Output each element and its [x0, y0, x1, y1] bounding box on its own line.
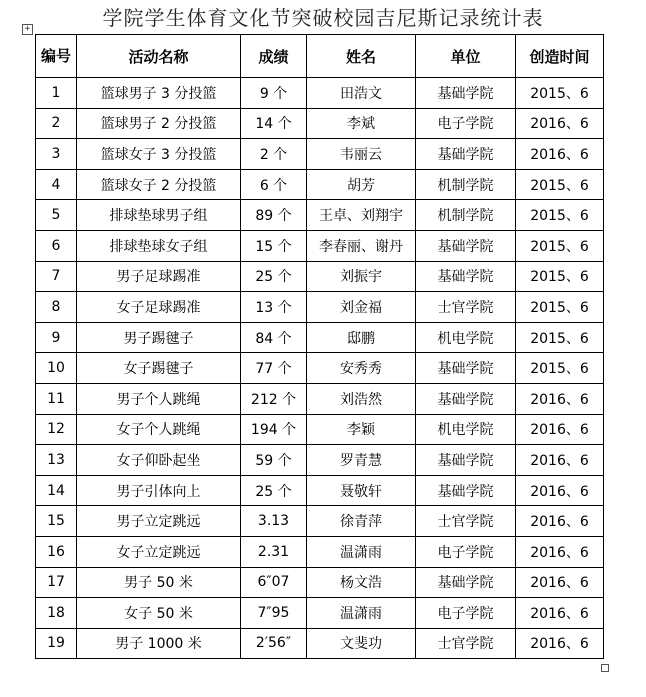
cell-num: 1: [36, 78, 77, 109]
cell-num: 4: [36, 169, 77, 200]
cell-name: 邸鹏: [307, 322, 416, 353]
records-table: [35, 34, 604, 659]
cell-name: 田浩文: [307, 78, 416, 109]
table-row: [36, 506, 604, 537]
cell-name: 安秀秀: [307, 353, 416, 384]
cell-name: 徐青萍: [307, 506, 416, 537]
cell-num: 10: [36, 353, 77, 384]
cell-time: 2016、6: [516, 108, 604, 139]
cell-num: 9: [36, 322, 77, 353]
cell-unit: 电子学院: [416, 598, 516, 629]
cell-num: 2: [36, 108, 77, 139]
cell-time: 2016、6: [516, 598, 604, 629]
cell-time: 2016、6: [516, 139, 604, 170]
cell-name: 杨文浩: [307, 567, 416, 598]
cell-score: 2′56″: [241, 628, 307, 659]
cell-score: 2.31: [241, 536, 307, 567]
cell-score: 89 个: [241, 200, 307, 231]
cell-time: 2015、6: [516, 322, 604, 353]
cell-activity: 男子引体向上: [77, 475, 241, 506]
cell-time: 2016、6: [516, 475, 604, 506]
cell-time: 2015、6: [516, 169, 604, 200]
cell-activity: 篮球男子 2 分投篮: [77, 108, 241, 139]
table-row: [36, 445, 604, 476]
table-row: [36, 598, 604, 629]
cell-unit: 机制学院: [416, 200, 516, 231]
cell-num: 16: [36, 536, 77, 567]
cell-name: 刘振宇: [307, 261, 416, 292]
cell-name: 文斐功: [307, 628, 416, 659]
cell-unit: 机电学院: [416, 322, 516, 353]
cell-unit: 士官学院: [416, 506, 516, 537]
table-row: [36, 261, 604, 292]
cell-activity: 男子立定跳远: [77, 506, 241, 537]
table-row: [36, 292, 604, 323]
cell-activity: 女子 50 米: [77, 598, 241, 629]
cell-score: 84 个: [241, 322, 307, 353]
cell-time: 2016、6: [516, 445, 604, 476]
cell-activity: 排球垫球男子组: [77, 200, 241, 231]
table-row: [36, 200, 604, 231]
cell-unit: 基础学院: [416, 567, 516, 598]
cell-score: 7″95: [241, 598, 307, 629]
table-row: [36, 536, 604, 567]
cell-name: 刘金福: [307, 292, 416, 323]
table-row: [36, 475, 604, 506]
cell-score: 59 个: [241, 445, 307, 476]
cell-score: 3.13: [241, 506, 307, 537]
cell-score: 77 个: [241, 353, 307, 384]
cell-unit: 基础学院: [416, 475, 516, 506]
cell-activity: 女子足球踢准: [77, 292, 241, 323]
cell-unit: 基础学院: [416, 261, 516, 292]
cell-time: 2015、6: [516, 200, 604, 231]
cell-unit: 基础学院: [416, 230, 516, 261]
cell-num: 7: [36, 261, 77, 292]
cell-score: 15 个: [241, 230, 307, 261]
cell-name: 温潇雨: [307, 536, 416, 567]
cell-unit: 士官学院: [416, 628, 516, 659]
table-row: [36, 414, 604, 445]
header-time: 创造时间: [516, 35, 604, 78]
table-row: [36, 169, 604, 200]
cell-name: 李斌: [307, 108, 416, 139]
cell-activity: 女子仰卧起坐: [77, 445, 241, 476]
table-row: [36, 230, 604, 261]
cell-num: 14: [36, 475, 77, 506]
cell-unit: 基础学院: [416, 78, 516, 109]
table-row: [36, 353, 604, 384]
cell-unit: 机制学院: [416, 169, 516, 200]
cell-activity: 男子 50 米: [77, 567, 241, 598]
cell-unit: 基础学院: [416, 139, 516, 170]
cell-name: 李颖: [307, 414, 416, 445]
cell-num: 15: [36, 506, 77, 537]
header-unit: 单位: [416, 35, 516, 78]
cell-num: 12: [36, 414, 77, 445]
cell-time: 2016、6: [516, 628, 604, 659]
table-row: [36, 322, 604, 353]
cell-name: 胡芳: [307, 169, 416, 200]
cell-time: 2015、6: [516, 78, 604, 109]
cell-activity: 男子 1000 米: [77, 628, 241, 659]
cell-name: 温潇雨: [307, 598, 416, 629]
cell-activity: 女子立定跳远: [77, 536, 241, 567]
cell-activity: 排球垫球女子组: [77, 230, 241, 261]
cell-time: 2015、6: [516, 353, 604, 384]
cell-num: 3: [36, 139, 77, 170]
cell-name: 韦丽云: [307, 139, 416, 170]
cell-unit: 机电学院: [416, 414, 516, 445]
cell-score: 212 个: [241, 383, 307, 414]
cell-time: 2016、6: [516, 414, 604, 445]
table-header-row: [36, 35, 604, 78]
cell-score: 25 个: [241, 261, 307, 292]
cell-activity: 女子踢毽子: [77, 353, 241, 384]
cell-num: 13: [36, 445, 77, 476]
cell-name: 王卓、刘翔宇: [307, 200, 416, 231]
cell-activity: 男子踢毽子: [77, 322, 241, 353]
cell-num: 6: [36, 230, 77, 261]
cell-time: 2015、6: [516, 261, 604, 292]
cell-unit: 基础学院: [416, 353, 516, 384]
header-num: 编号: [36, 35, 77, 78]
cell-activity: 女子个人跳绳: [77, 414, 241, 445]
cell-activity: 篮球女子 3 分投篮: [77, 139, 241, 170]
cell-activity: 篮球女子 2 分投篮: [77, 169, 241, 200]
resize-icon[interactable]: [601, 664, 609, 672]
table-row: [36, 108, 604, 139]
cell-name: 罗青慧: [307, 445, 416, 476]
cell-score: 6 个: [241, 169, 307, 200]
cell-num: 11: [36, 383, 77, 414]
cell-unit: 电子学院: [416, 108, 516, 139]
cell-score: 13 个: [241, 292, 307, 323]
cell-activity: 男子足球踢准: [77, 261, 241, 292]
move-icon[interactable]: +: [22, 24, 33, 35]
cell-unit: 基础学院: [416, 383, 516, 414]
table-row: [36, 78, 604, 109]
cell-num: 18: [36, 598, 77, 629]
cell-score: 6″07: [241, 567, 307, 598]
cell-score: 194 个: [241, 414, 307, 445]
cell-name: 聂敬轩: [307, 475, 416, 506]
cell-time: 2016、6: [516, 506, 604, 537]
table-row: [36, 383, 604, 414]
cell-num: 8: [36, 292, 77, 323]
cell-num: 5: [36, 200, 77, 231]
cell-time: 2016、6: [516, 383, 604, 414]
document-title: 学院学生体育文化节突破校园吉尼斯记录统计表: [102, 6, 544, 30]
header-name: 姓名: [307, 35, 416, 78]
cell-num: 19: [36, 628, 77, 659]
cell-name: 李春丽、谢丹: [307, 230, 416, 261]
cell-time: 2016、6: [516, 567, 604, 598]
cell-num: 17: [36, 567, 77, 598]
cell-score: 2 个: [241, 139, 307, 170]
header-score: 成绩: [241, 35, 307, 78]
cell-activity: 男子个人跳绳: [77, 383, 241, 414]
cell-score: 14 个: [241, 108, 307, 139]
cell-unit: 士官学院: [416, 292, 516, 323]
cell-time: 2016、6: [516, 536, 604, 567]
cell-score: 9 个: [241, 78, 307, 109]
cell-unit: 电子学院: [416, 536, 516, 567]
header-activity: 活动名称: [77, 35, 241, 78]
cell-time: 2015、6: [516, 230, 604, 261]
table-row: [36, 628, 604, 659]
table-row: [36, 567, 604, 598]
cell-unit: 基础学院: [416, 445, 516, 476]
cell-name: 刘浩然: [307, 383, 416, 414]
table-row: [36, 139, 604, 170]
cell-time: 2015、6: [516, 292, 604, 323]
cell-activity: 篮球男子 3 分投篮: [77, 78, 241, 109]
cell-score: 25 个: [241, 475, 307, 506]
